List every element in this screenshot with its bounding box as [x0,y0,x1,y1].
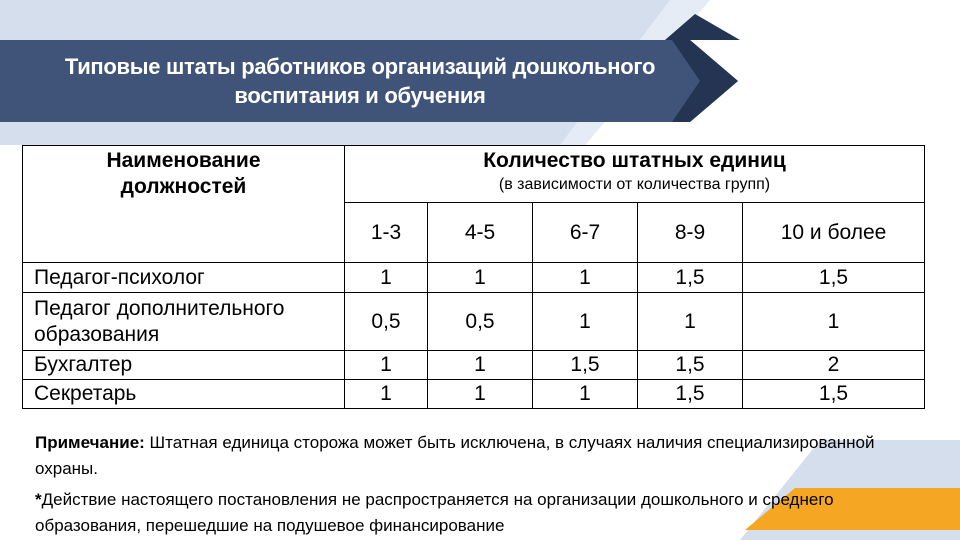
row-position [23,293,345,351]
page-title [20,52,700,110]
table-cell: 1 [428,263,533,293]
column-header-position [23,146,345,263]
table-cell: 1,5 [638,263,743,293]
row-position: Секретарь [23,380,345,409]
table-cell: 1 [743,293,925,351]
table-cell: 1,5 [743,380,925,409]
row-position-line1: Педагог дополнительного [34,296,285,320]
table-cell: 1 [533,380,638,409]
group-header-3: 6-7 [533,203,638,263]
footnote-text: Действие настоящего постановления не распространяется на организации дошкольного и среднего образования, перешедшие на подушевое финансирование [35,490,834,535]
table-row [23,293,925,351]
page-title-line1: Типовые штаты работников организаций дошкольного [64,54,656,79]
footnote-star: * [35,490,42,509]
table-cell: 1,5 [638,380,743,409]
group-header-2: 4-5 [428,203,533,263]
notes-block [35,430,930,539]
group-header-1: 1-3 [345,203,428,263]
column-header-quantity [345,146,925,203]
row-position-line2: образования [34,322,160,346]
column-header-position-line2: должностей [120,175,247,198]
table-cell: 0,5 [345,293,428,351]
group-header-5: 10 и более [743,203,925,263]
table-cell: 1,5 [533,351,638,380]
note-text: Штатная единица сторожа может быть исключена, в случаях наличия специализированной охраны. [35,433,875,478]
table-header-row [23,146,925,203]
table-cell: 2 [743,351,925,380]
quantity-header-subtitle: (в зависимости от количества групп) [498,176,771,193]
staff-table [22,145,925,409]
table-row [23,380,925,409]
table-cell: 1,5 [743,263,925,293]
quantity-header-title: Количество штатных единиц [483,149,786,172]
note-paragraph [35,430,930,482]
table-cell: 1 [345,380,428,409]
table-cell: 1 [345,351,428,380]
note-label: Примечание: [35,433,145,452]
row-position: Бухгалтер [23,351,345,380]
table-cell: 1 [345,263,428,293]
group-header-4: 8-9 [638,203,743,263]
table-cell: 1 [428,380,533,409]
page-title-line2: воспитания и обучения [234,83,486,108]
table-cell: 1 [533,263,638,293]
table-cell: 1 [638,293,743,351]
footnote-paragraph [35,487,930,539]
table-cell: 0,5 [428,293,533,351]
table-cell: 1,5 [638,351,743,380]
table-cell: 1 [533,293,638,351]
table-cell: 1 [428,351,533,380]
row-position: Педагог-психолог [23,263,345,293]
table-row [23,263,925,293]
column-header-position-line1: Наименование [106,149,261,172]
table-row [23,351,925,380]
banner-corner-decoration [665,14,740,44]
